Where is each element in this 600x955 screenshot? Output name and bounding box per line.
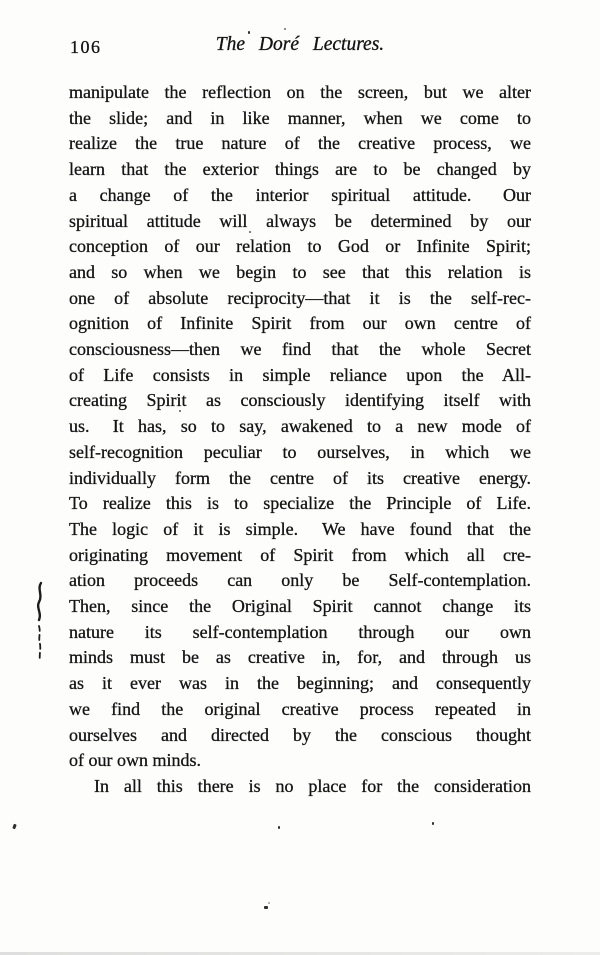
text-line: ourselves and directed by the conscious thought bbox=[69, 724, 531, 745]
text-line: as it ever was in the beginning; and consequently bbox=[69, 673, 531, 694]
text-line: us. It has, so to say, awakened to a new mode of bbox=[69, 416, 531, 437]
text-line: consciousness—then we find that the whole Secret bbox=[69, 339, 531, 360]
text-line: ognition of Infinite Spirit from our own centre of bbox=[69, 313, 531, 334]
text-line: originating movement of Spirit from which all cre- bbox=[69, 544, 531, 565]
text-line: ation proceeds can only be Self-contemplation. bbox=[69, 570, 531, 591]
text-line: In all this there is no place for the consideration bbox=[94, 775, 531, 796]
margin-ink-mark-icon bbox=[33, 580, 49, 664]
ink-speck bbox=[12, 824, 17, 830]
ink-speck bbox=[284, 28, 286, 30]
text-line: individually form the centre of its creative energy. bbox=[69, 467, 531, 488]
text-line: Then, since the Original Spirit cannot change its bbox=[69, 596, 531, 617]
text-line: and so when we begin to see that this relation is bbox=[69, 261, 531, 282]
ink-speck bbox=[249, 231, 251, 233]
page-text bbox=[69, 80, 531, 800]
ink-speck bbox=[278, 826, 280, 829]
text-line: learn that the exterior things are to be changed by bbox=[69, 159, 531, 180]
text-line: The logic of it is simple. We have found that the bbox=[69, 518, 531, 539]
text-line: realize the true nature of the creative process, we bbox=[69, 133, 531, 154]
text-line: spiritual attitude will always be determined by our bbox=[69, 210, 531, 231]
page-number: 106 bbox=[70, 37, 102, 57]
running-header-title: The Doré Lectures. bbox=[215, 34, 385, 55]
text-line: conception of our relation to God or Infinite Spirit; bbox=[69, 236, 531, 257]
ink-speck bbox=[432, 822, 434, 825]
ink-speck bbox=[268, 902, 270, 904]
text-line: the slide; and in like manner, when we come to bbox=[69, 107, 531, 128]
text-line: self-recognition peculiar to ourselves, in which we bbox=[69, 441, 531, 462]
text-line: we find the original creative process repeated in bbox=[69, 698, 531, 719]
text-line: one of absolute reciprocity—that it is the self-rec- bbox=[69, 287, 531, 308]
text-line: To realize this is to specialize the Principle of Life. bbox=[69, 493, 531, 514]
text-line: manipulate the reflection on the screen, but we alter bbox=[69, 82, 531, 102]
text-line: creating Spirit as consciously identifying itself with bbox=[69, 390, 531, 411]
text-line: of Life consists in simple reliance upon the All- bbox=[69, 364, 531, 385]
ink-speck bbox=[264, 906, 268, 909]
running-header bbox=[69, 34, 531, 60]
text-line: a change of the interior spiritual attitude. Our bbox=[69, 184, 531, 205]
text-line: minds must be as creative in, for, and through us bbox=[69, 647, 531, 668]
ink-speck bbox=[179, 410, 181, 412]
text-line: nature its self-contemplation through our own bbox=[69, 621, 531, 642]
ink-speck bbox=[248, 31, 250, 34]
text-line: of our own minds. bbox=[69, 750, 201, 771]
